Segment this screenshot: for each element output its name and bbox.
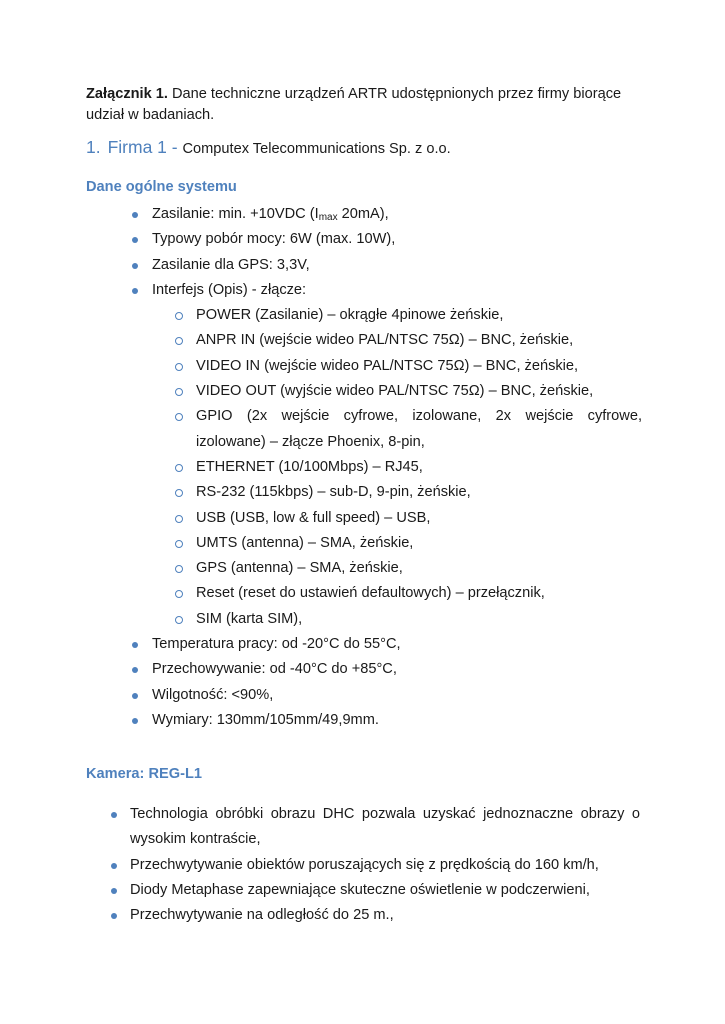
annex-text: Dane techniczne urządzeń ARTR udostępnionych przez firmy biorące udział w badaniach.: [86, 86, 622, 123]
list-item: VIDEO IN (wejście wideo PAL/NTSC 75Ω) – BNC, żeńskie,: [196, 354, 642, 379]
list-item: Diody Metaphase zapewniające skuteczne oświetlenie w podczerwieni,: [130, 878, 640, 903]
camera-heading: Kamera: REG-L1: [86, 766, 202, 782]
interfaces-list: [196, 303, 642, 632]
list-item: RS-232 (115kbps) – sub-D, 9-pin, żeńskie,: [196, 480, 642, 505]
list-item: GPIO (2x wejście cyfrowe, izolowane, 2x wejście cyfrowe, izolowane) – złącze Phoenix, 8-pin,: [196, 404, 642, 455]
section-company: Computex Telecommunications Sp. z o.o.: [182, 141, 451, 157]
list-item: [152, 278, 642, 632]
camera-list: [130, 802, 640, 928]
list-item: Wymiary: 130mm/105mm/49,9mm.: [152, 708, 642, 733]
list-item: Przechwytywanie obiektów poruszających się z prędkością do 160 km/h,: [130, 853, 640, 878]
list-item: UMTS (antenna) – SMA, żeńskie,: [196, 531, 642, 556]
section-number: 1.: [86, 137, 101, 157]
general-list: [152, 202, 642, 733]
interfaces-label: Interfejs (Opis) - złącze:: [152, 281, 307, 298]
list-item: Zasilanie dla GPS: 3,3V,: [152, 253, 642, 278]
list-item: Typowy pobór mocy: 6W (max. 10W),: [152, 227, 642, 252]
list-item: Technologia obróbki obrazu DHC pozwala uzyskać jednoznaczne obrazy o wysokim kontraście,: [130, 802, 640, 853]
power-prefix: Zasilanie: min. +10VDC (I: [152, 206, 319, 222]
annex-paragraph: [86, 84, 646, 126]
power-subscript: max: [318, 212, 338, 223]
list-item: SIM (karta SIM),: [196, 607, 642, 632]
list-item: [152, 202, 642, 227]
list-item: Temperatura pracy: od -20°C do 55°C,: [152, 632, 642, 657]
list-item: ANPR IN (wejście wideo PAL/NTSC 75Ω) – BNC, żeńskie,: [196, 328, 642, 353]
list-item: ETHERNET (10/100Mbps) – RJ45,: [196, 455, 642, 480]
list-item: Przechowywanie: od -40°C do +85°C,: [152, 657, 642, 682]
list-item: USB (USB, low & full speed) – USB,: [196, 506, 642, 531]
annex-label: Załącznik 1.: [86, 86, 168, 102]
list-item: VIDEO OUT (wyjście wideo PAL/NTSC 75Ω) – BNC, żeńskie,: [196, 379, 642, 404]
section-firm: Firma 1 -: [107, 137, 183, 157]
section-heading: [86, 135, 451, 161]
list-item: GPS (antenna) – SMA, żeńskie,: [196, 556, 642, 581]
general-heading: Dane ogólne systemu: [86, 179, 237, 195]
list-item: Wilgotność: <90%,: [152, 683, 642, 708]
list-item: Przechwytywanie na odległość do 25 m.,: [130, 903, 640, 928]
power-suffix: 20mA),: [337, 206, 389, 222]
list-item: Reset (reset do ustawień defaultowych) – przełącznik,: [196, 581, 642, 606]
list-item: POWER (Zasilanie) – okrągłe 4pinowe żeńskie,: [196, 303, 642, 328]
